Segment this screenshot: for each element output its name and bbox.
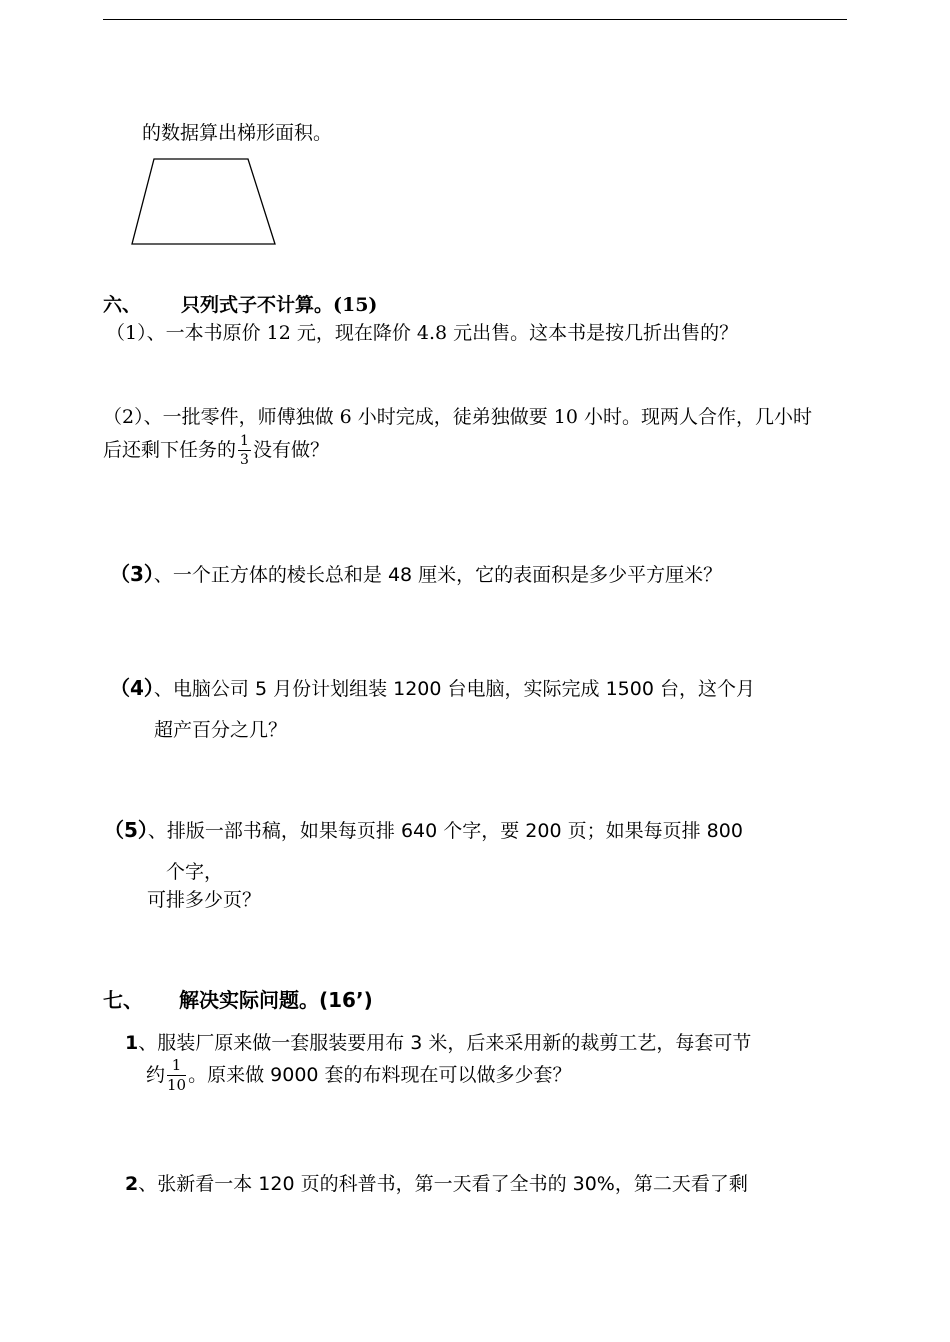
section6-question-5-line2: 个字，	[166, 861, 224, 883]
p1-text-pre: 约	[146, 1064, 166, 1086]
section6-question-3	[110, 558, 722, 587]
fraction-denominator: 10	[167, 1076, 187, 1094]
fraction-numerator: 1	[167, 1058, 186, 1076]
section6-question-1: （1）、一本书原价 12 元，现在降价 4.8 元出售。这本书是按几折出售的？	[106, 322, 739, 344]
section7-problem-1-line2	[146, 1058, 572, 1093]
section6-title: 只列式子不计算。(15)	[181, 294, 378, 316]
p1-text-post: 。原来做 9000 套的布料现在可以做多少套？	[188, 1064, 572, 1086]
q3-number: （3）	[110, 562, 154, 586]
section6-number: 六、	[103, 294, 142, 316]
q5-text-line1: 、排版一部书稿，如果每页排 640 个字，要 200 页；如果每页排 800	[147, 820, 743, 842]
fraction-numerator: 1	[240, 433, 249, 449]
section6-question-2-line2	[103, 434, 329, 467]
section6-question-5-line1	[104, 814, 743, 843]
prev-question-tail: 的数据算出梯形面积。	[142, 122, 333, 144]
q4-number: （4）	[110, 676, 154, 700]
q2-text-post: 没有做？	[252, 439, 329, 461]
section6-question-2-line1: （2）、一批零件，师傅独做 6 小时完成，徒弟独做要 10 小时。现两人合作，几小时	[103, 406, 813, 428]
fraction-one-tenth	[167, 1058, 186, 1093]
q4-text-line1: 、电脑公司 5 月份计划组装 1200 台电脑，实际完成 1500 台，这个月	[153, 678, 755, 700]
section7-number: 七、	[103, 988, 143, 1012]
section7-problem-2-line1	[125, 1169, 748, 1196]
header-rule	[103, 19, 847, 20]
q3-text: 、一个正方体的棱长总和是 48 厘米，它的表面积是多少平方厘米？	[153, 564, 723, 586]
section7-problem-1-line1	[125, 1028, 751, 1055]
section6-question-5-line3: 可排多少页？	[147, 889, 262, 911]
q2-text-pre: 后还剩下任务的	[103, 439, 237, 461]
section6-question-4-line1	[110, 672, 755, 701]
fraction-one-third	[238, 434, 251, 467]
section6-question-4-line2: 超产百分之几？	[154, 719, 288, 741]
p1-number: 1	[125, 1032, 139, 1054]
trapezoid-figure	[128, 155, 280, 248]
fraction-denominator: 3	[240, 452, 249, 468]
p2-number: 2	[125, 1173, 139, 1195]
p1-text-line1: 、服装厂原来做一套服装要用布 3 米，后来采用新的裁剪工艺，每套可节	[138, 1032, 752, 1054]
section7-title: 解决实际问题。(16’)	[179, 988, 373, 1012]
p2-text-line1: 、张新看一本 120 页的科普书，第一天看了全书的 30%，第二天看了剩	[138, 1173, 748, 1195]
q5-number: （5）	[104, 818, 148, 842]
